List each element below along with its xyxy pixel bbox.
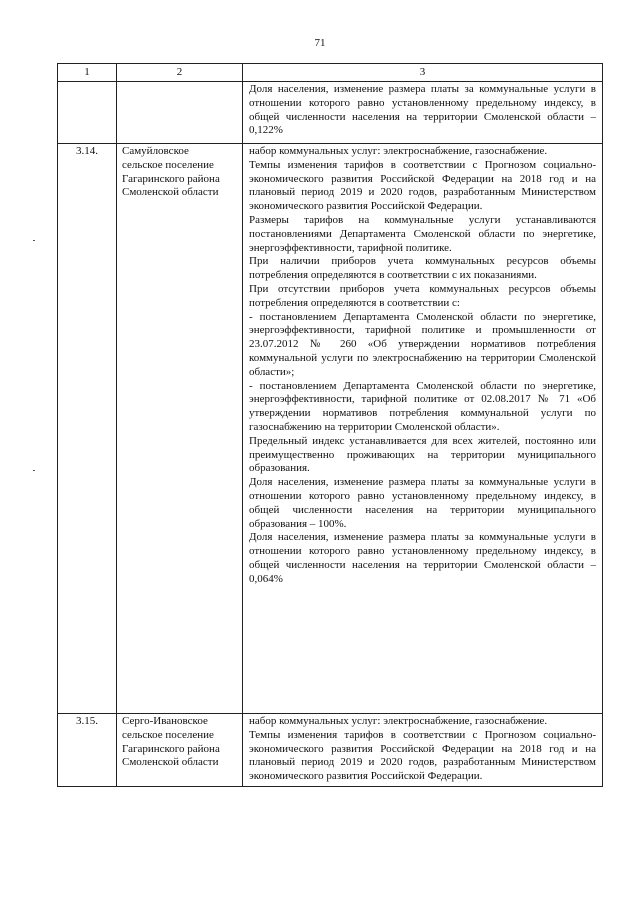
table-row [58,714,603,787]
description-paragraph: - постановлением Департамента Смоленской области по энергетике, энергоэффективности, тарифной политике и промышленности от 23.07.2012 № 260 «Об утверждении нормативов потребления коммунальной услуги по электроснабжению на территории Смоленской области»; [249,310,596,378]
description-paragraph: Доля населения, изменение размера платы за коммунальные услуги в отношении которого равно установленному предельному индексу, в общей численности населения на территории Смоленской области – 0,064% [249,531,596,585]
column-header-1: 1 [58,64,117,82]
scan-speck [33,240,35,241]
settlement-name-line: сельское поселение [122,158,214,171]
document-table [57,63,603,787]
description-cell [243,82,603,144]
description-paragraph: - постановлением Департамента Смоленской области по энергетике, энергоэффективности, тарифной политике от 02.08.2017 № 71 «Об утверждении нормативов потребления коммунальной услуги по газоснабжению на территории Смоленской области». [249,379,596,433]
description-paragraph: При наличии приборов учета коммунальных ресурсов объемы потребления определяются в соответствии с их показаниями. [249,255,596,282]
column-header-3: 3 [243,64,603,82]
description-paragraph: Доля населения, изменение размера платы за коммунальные услуги в отношении которого равно установленному предельному индексу, в общей численности населения на территории муниципального образования – 100%. [249,476,596,530]
table-header-row [58,64,603,82]
table-row [58,82,603,144]
table-row [58,144,603,714]
description-paragraph: При отсутствии приборов учета коммунальных ресурсов объемы потребления определяются в соответствии с: [249,282,596,309]
description-paragraph: Темпы изменения тарифов в соответствии с Прогнозом социально-экономического развития Российской Федерации на 2018 год и на плановый период 2019 и 2020 годов, разработанным Министерством экономического развития Российской Федерации. [249,158,596,213]
settlement-name-line: Гагаринского района [122,742,220,755]
row-number: 3.15. [58,714,117,787]
settlement-name-line: Смоленской области [122,186,219,199]
settlement-name-line: сельское поселение [122,728,214,741]
column-header-2: 2 [117,64,243,82]
settlement-cell [117,144,243,714]
description-paragraph: Темпы изменения тарифов в соответствии с Прогнозом социально-экономического развития Российской Федерации на 2018 год и на плановый период 2019 и 2020 годов, разработанным Министерством экономического развития Российской Федерации. [249,728,596,783]
settlement-name-line: Гагаринского района [122,172,220,185]
row-number: 3.14. [58,144,117,714]
settlement-name-line: Смоленской области [122,756,219,769]
page-number: 71 [314,37,326,49]
description-cell [243,714,603,787]
settlement-name-line: Серго-Ивановское [122,715,208,727]
description-paragraph: Предельный индекс устанавливается для всех жителей, постоянно или преимущественно проживающих на территории муниципального образования. [249,434,596,475]
description-paragraph: Доля населения, изменение размера платы за коммунальные услуги в отношении которого равно установленному предельному индексу, в общей численности населения на территории Смоленской области – 0,122% [249,83,596,137]
settlement-cell [117,82,243,144]
settlement-cell [117,714,243,787]
scan-speck [33,470,35,471]
row-number [58,82,117,144]
description-paragraph: набор коммунальных услуг: электроснабжение, газоснабжение. [249,715,548,727]
description-paragraph: Размеры тарифов на коммунальные услуги устанавливаются постановлениями Департамента Смоленской области по энергетике, энергоэффективности, тарифной политике. [249,213,596,254]
description-paragraph: набор коммунальных услуг: электроснабжение, газоснабжение. [249,145,548,157]
description-cell [243,144,603,714]
settlement-name-line: Самуйловское [122,145,189,157]
